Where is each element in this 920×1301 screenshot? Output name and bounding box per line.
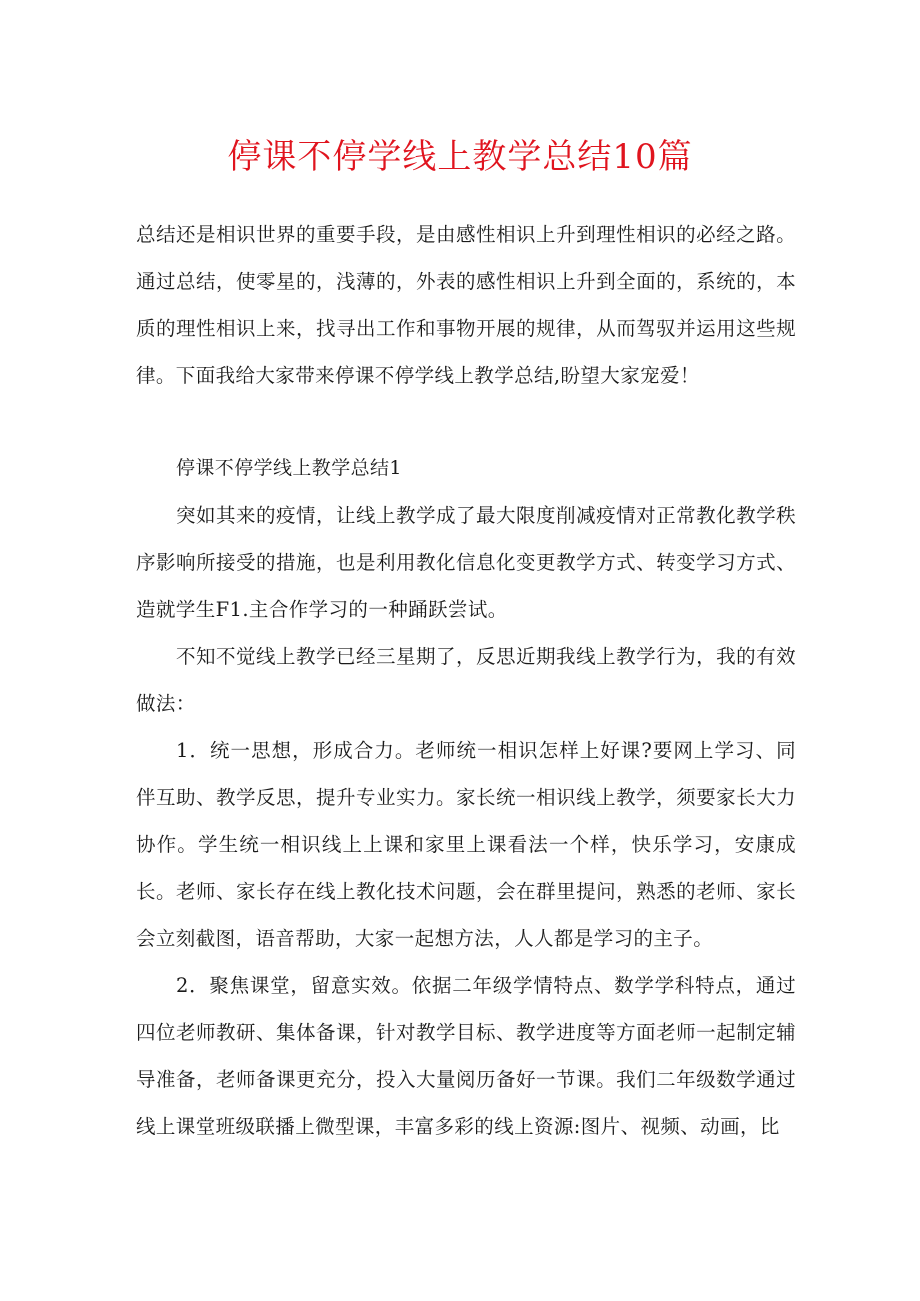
body-paragraph-3: 1．统一思想，形成合力。老师统一相识怎样上好课?要网上学习、同伴互助、教学反思，提升专业实力。家长统一相识线上教学，须要家长大力协作。学生统一相识线上上课和家里上课看法一个样，快乐学习，安康成长。老师、家长存在线上教化技术问题，会在群里提问，熟悉的老师、家长会立刻截图，语音帮助，大家一起想方法，人人都是学习的主子。 <box>136 739 796 950</box>
section-heading: 停课不停学线上教学总结1 <box>176 457 402 479</box>
body-paragraph-4: 2．聚焦课堂，留意实效。依据二年级学情特点、数学学科特点，通过四位老师教研、集体备课，针对教学目标、教学进度等方面老师一起制定辅导准备，老师备课更充分，投入大量阅历备好一节课。我们二年级数学通过线上课堂班级联播上微型课，丰富多彩的线上资源:图片、视频、动画，比 <box>136 974 796 1138</box>
intro-paragraph: 总结还是相识世界的重要手段，是由感性相识上升到理性相识的必经之路。通过总结，使零星的，浅薄的，外表的感性相识上升到全面的，系统的，本质的理性相识上来，找寻出工作和事物开展的规律，从而驾驭并运用这些规律。下面我给大家带来停课不停学线上教学总结,盼望大家宠爱！ <box>136 223 796 387</box>
body-paragraph-2: 不知不觉线上教学已经三星期了，反思近期我线上教学行为，我的有效做法： <box>136 645 796 715</box>
body-paragraph-1: 突如其来的疫情，让线上教学成了最大限度削减疫情对正常教化教学秩序影响所接受的措施，也是利用教化信息化变更教学方式、转变学习方式、造就学生F1.主合作学习的一种踊跃尝试。 <box>136 504 796 621</box>
document-title: 停课不停学线上教学总结10篇 <box>227 137 693 177</box>
